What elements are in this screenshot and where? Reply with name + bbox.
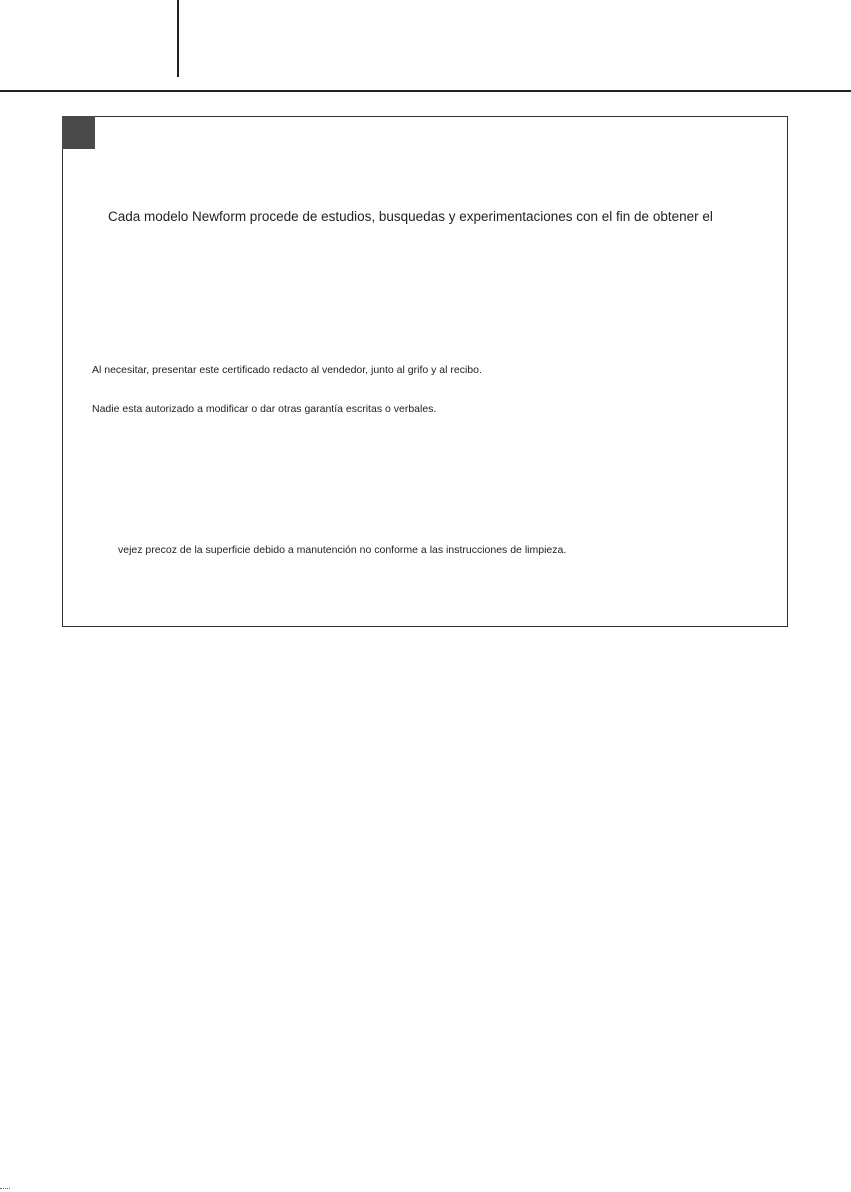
warranty-intro-text: Cada modelo Newform procede de estudios, busquedas y experimentaciones con el fin de obtener el bbox=[108, 209, 713, 224]
warranty-receipt-text: Al necesitar, presentar este certificado redacto al vendedor, junto al grifo y al recibo. bbox=[92, 364, 482, 376]
page-bottom-mark bbox=[0, 1188, 10, 1190]
warranty-authorization-text: Nadie esta autorizado a modificar o dar otras garantía escritas o verbales. bbox=[92, 403, 437, 415]
header-horizontal-rule bbox=[0, 90, 851, 92]
section-marker-square bbox=[62, 116, 95, 149]
warranty-cleaning-text: vejez precoz de la superficie debido a manutención no conforme a las instrucciones de limpieza. bbox=[118, 544, 567, 556]
header-vertical-divider bbox=[177, 0, 179, 77]
